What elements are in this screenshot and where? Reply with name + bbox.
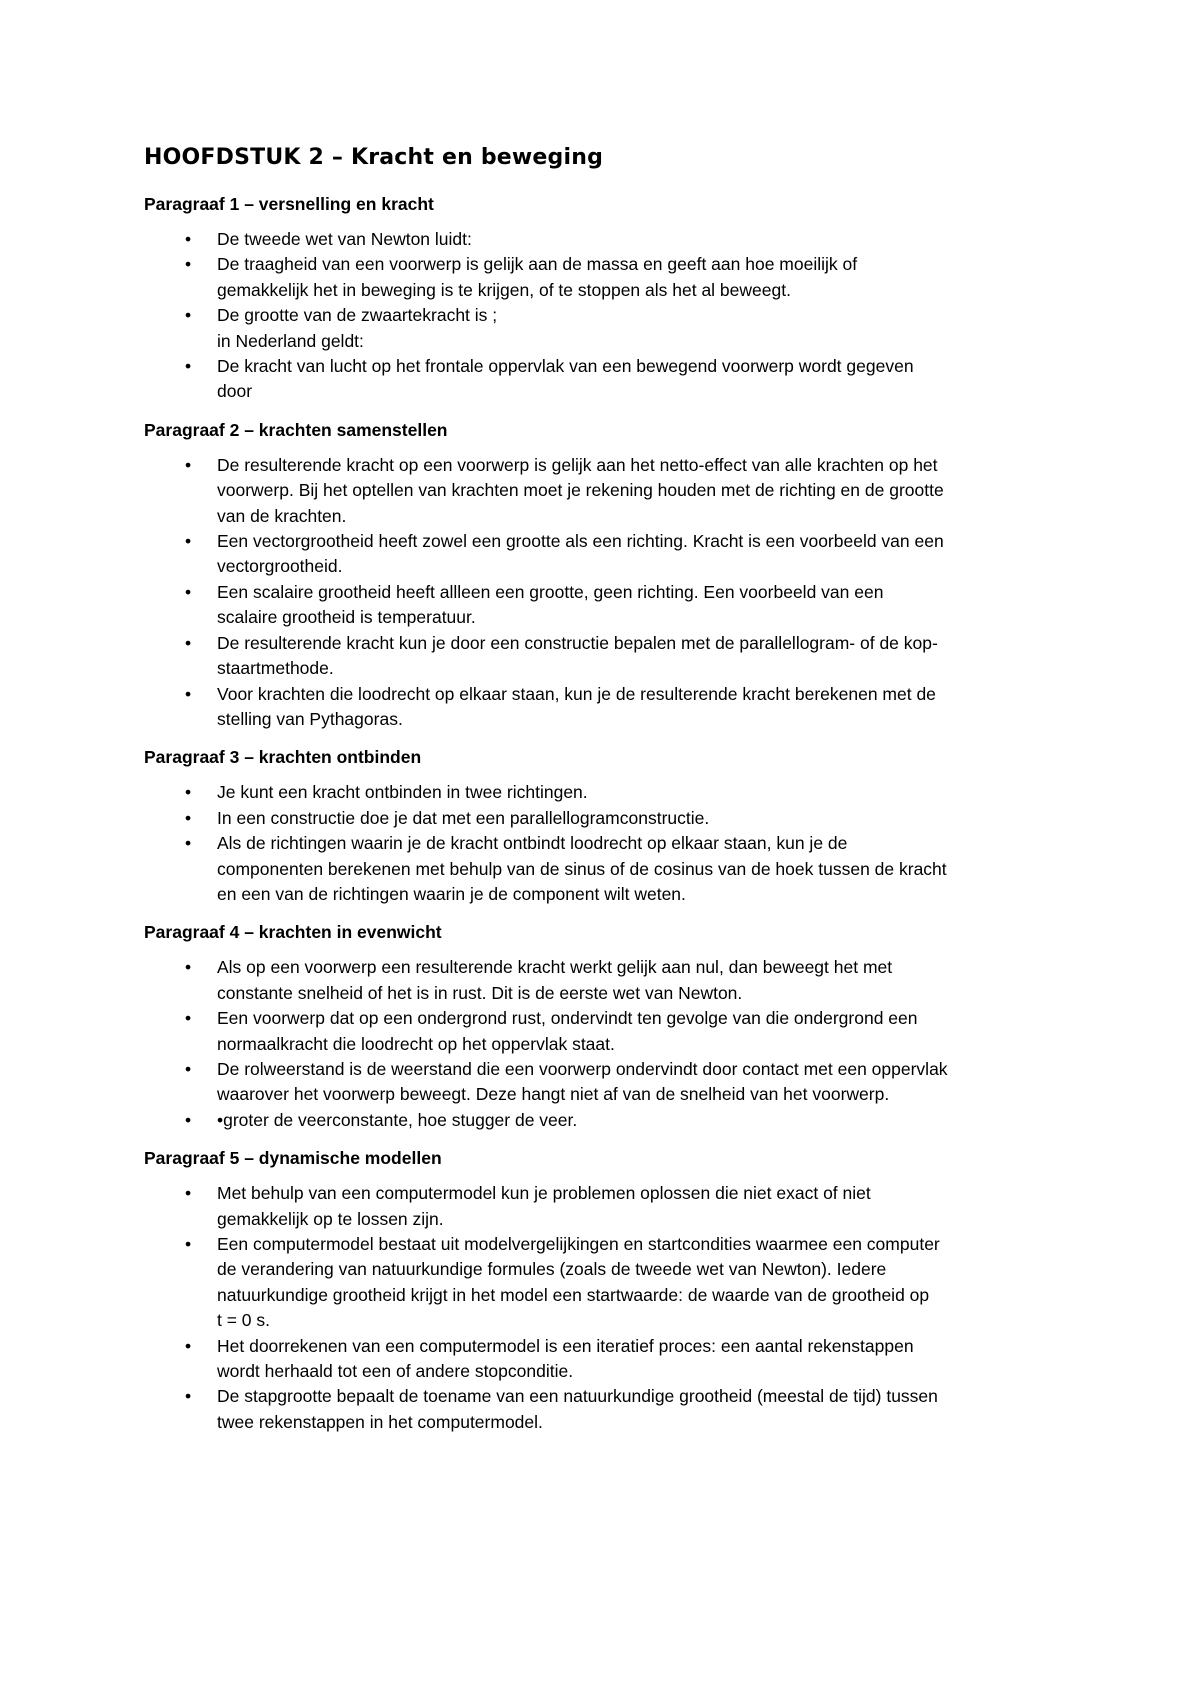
list-item-line: De tweede wet van Newton luidt:: [217, 229, 472, 249]
list-item-line: natuurkundige grootheid krijgt in het model een startwaarde: de waarde van de grootheid op: [217, 1284, 930, 1305]
list-item-line: t = 0 s.: [217, 1310, 271, 1331]
list-item-line: De resulterende kracht kun je door een constructie bepalen met de parallellogram- of de kop-: [217, 632, 938, 653]
section-heading: Paragraaf 5 – dynamische modellen: [144, 1148, 442, 1169]
page-title: HOOFDSTUK 2 – Kracht en beweging: [144, 145, 604, 170]
bullet-list: [144, 955, 1074, 1133]
bullet-icon: •: [185, 957, 192, 978]
list-item-line: waarover het voorwerp beweegt. Deze hangt niet af van de snelheid van het voorwerp.: [217, 1084, 890, 1105]
bullet-list: [144, 780, 1074, 907]
bullet-icon: •: [185, 1386, 192, 1407]
section-paragraaf-3: [144, 745, 1074, 907]
list-item-line: Met behulp van een computermodel kun je problemen oplossen die niet exact of niet: [217, 1183, 871, 1204]
section-heading: Paragraaf 4 – krachten in evenwicht: [144, 922, 442, 943]
list-item-line: componenten berekenen met behulp van de sinus of de cosinus van de hoek tussen de kracht: [217, 858, 947, 879]
list-item: [144, 780, 1074, 805]
bullet-icon: •: [185, 632, 192, 653]
list-item: [144, 1057, 1074, 1108]
list-item-line: de verandering van natuurkundige formules (zoals de tweede wet van Newton). Iedere: [217, 1259, 887, 1280]
bullet-icon: •: [185, 1109, 192, 1130]
list-item-line: van de krachten.: [217, 505, 347, 526]
list-item-line: •groter de veerconstante, hoe stugger de veer.: [217, 1109, 578, 1130]
list-item: [144, 1384, 1074, 1435]
list-item-line: De kracht van lucht op het frontale oppervlak van een bewegend voorwerp wordt gegeven: [217, 356, 914, 377]
section-heading: Paragraaf 1 – versnelling en kracht: [144, 194, 434, 214]
bullet-list: [144, 453, 1074, 732]
list-item: [144, 1334, 1074, 1385]
bullet-icon: •: [185, 356, 192, 377]
list-item: [144, 1108, 1074, 1133]
list-item: [144, 529, 1074, 580]
list-item-line: gemakkelijk op te lossen zijn.: [217, 1208, 444, 1229]
list-item-line: scalaire grootheid is temperatuur.: [217, 607, 476, 628]
list-item: [144, 252, 1074, 303]
bullet-icon: •: [185, 1234, 192, 1254]
list-item: [144, 831, 1074, 907]
list-item: [144, 227, 1074, 252]
list-item-line: Als op een voorwerp een resulterende kracht werkt gelijk aan nul, dan beweegt het met: [217, 957, 893, 978]
list-item-line: Een vectorgrootheid heeft zowel een grootte als een richting. Kracht is een voorbeeld van een: [217, 531, 944, 552]
section-heading: Paragraaf 3 – krachten ontbinden: [144, 747, 422, 768]
list-item: [144, 1232, 1074, 1334]
sections-container: [144, 192, 1074, 1435]
list-item: [144, 806, 1074, 831]
bullet-icon: •: [185, 454, 192, 475]
list-item-line: Je kunt een kracht ontbinden in twee richtingen.: [217, 782, 588, 803]
list-item-line: normaalkracht die loodrecht op het oppervlak staat.: [217, 1033, 615, 1054]
list-item: [144, 955, 1074, 1006]
list-item: [144, 1181, 1074, 1232]
section-heading: Paragraaf 2 – krachten samenstellen: [144, 419, 448, 440]
section-paragraaf-4: [144, 920, 1074, 1133]
list-item-line: De traagheid van een voorwerp is gelijk aan de massa en geeft aan hoe moeilijk of: [217, 254, 858, 275]
bullet-icon: •: [185, 581, 192, 602]
list-item-line: in Nederland geldt:: [217, 330, 364, 351]
list-item: [144, 1006, 1074, 1057]
list-item: [144, 682, 1074, 733]
bullet-icon: •: [185, 833, 192, 854]
list-item-line: Als de richtingen waarin je de kracht ontbindt loodrecht op elkaar staan, kun je de: [217, 833, 848, 854]
list-item-line: voorwerp. Bij het optellen van krachten moet je rekening houden met de richting en de grootte: [217, 480, 944, 501]
bullet-icon: •: [185, 1335, 192, 1356]
list-item: [144, 580, 1074, 631]
list-item-line: en een van de richtingen waarin je de component wilt weten.: [217, 883, 686, 904]
list-item-line: In een constructie doe je dat met een parallellogramconstructie.: [217, 807, 710, 828]
list-item-line: constante snelheid of het is in rust. Dit is de eerste wet van Newton.: [217, 982, 743, 1003]
list-item-line: twee rekenstappen in het computermodel.: [217, 1411, 543, 1432]
list-item-line: De stapgrootte bepaalt de toename van een natuurkundige grootheid (meestal de tijd) tussen: [217, 1386, 938, 1407]
list-item: [144, 354, 1074, 405]
bullet-icon: •: [185, 782, 192, 803]
document-page: [144, 143, 1074, 1448]
list-item-line: Het doorrekenen van een computermodel is een iteratief proces: een aantal rekenstappen: [217, 1335, 914, 1356]
bullet-list: [144, 227, 1074, 405]
bullet-icon: •: [185, 531, 192, 552]
bullet-icon: •: [185, 1183, 192, 1204]
list-item-line: De resulterende kracht op een voorwerp is gelijk aan het netto-effect van alle krachten op het: [217, 454, 938, 475]
section-paragraaf-2: [144, 418, 1074, 732]
list-item-line: stelling van Pythagoras.: [217, 708, 403, 729]
list-item: [144, 631, 1074, 682]
list-item-line: Voor krachten die loodrecht op elkaar staan, kun je de resulterende kracht berekenen met de: [217, 683, 936, 704]
list-item-line: Een voorwerp dat op een ondergrond rust, ondervindt ten gevolge van die ondergrond een: [217, 1008, 918, 1029]
bullet-icon: •: [185, 229, 192, 249]
bullet-icon: •: [185, 1008, 192, 1029]
bullet-list: [144, 1181, 1074, 1435]
list-item-line: door: [217, 381, 253, 402]
bullet-icon: •: [185, 1058, 192, 1079]
list-item: [144, 303, 1074, 354]
list-item-line: De rolweerstand is de weerstand die een voorwerp ondervindt door contact met een oppervlak: [217, 1058, 948, 1079]
list-item-line: vectorgrootheid.: [217, 556, 343, 577]
bullet-icon: •: [185, 305, 192, 326]
section-paragraaf-1: [144, 192, 1074, 405]
bullet-icon: •: [185, 807, 192, 828]
list-item: [144, 453, 1074, 529]
section-paragraaf-5: [144, 1146, 1074, 1435]
list-item-line: De grootte van de zwaartekracht is ;: [217, 305, 498, 326]
list-item-line: Een scalaire grootheid heeft allleen een grootte, geen richting. Een voorbeeld van een: [217, 581, 884, 602]
list-item-line: staartmethode.: [217, 658, 334, 679]
list-item-line: Een computermodel bestaat uit modelvergelijkingen en startcondities waarmee een computer: [217, 1234, 940, 1254]
list-item-line: gemakkelijk het in beweging is te krijgen, of te stoppen als het al beweegt.: [217, 279, 791, 300]
bullet-icon: •: [185, 683, 192, 704]
list-item-line: wordt herhaald tot een of andere stopconditie.: [217, 1361, 574, 1382]
bullet-icon: •: [185, 254, 192, 275]
